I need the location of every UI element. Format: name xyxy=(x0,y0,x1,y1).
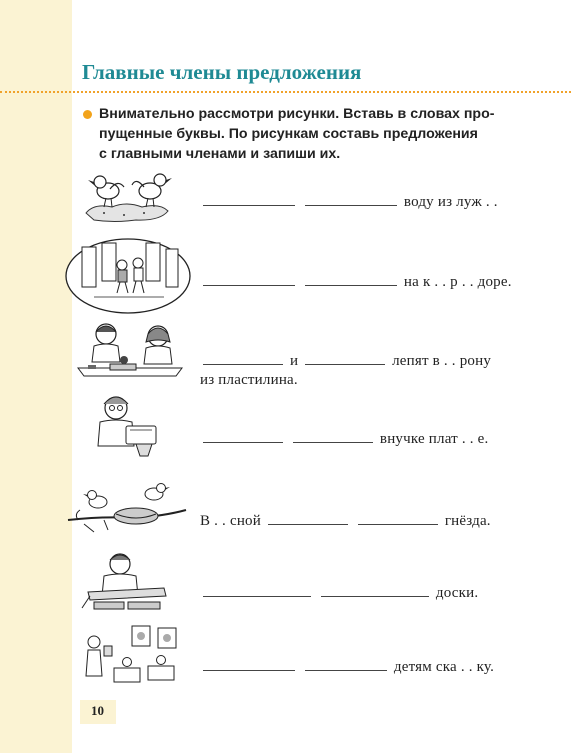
grandmother-sewing-picture xyxy=(64,390,190,460)
sentence-ending: доски. xyxy=(435,585,479,601)
answer-blank[interactable] xyxy=(203,428,283,443)
sentence-ending: воду из луж . . xyxy=(403,194,498,210)
answer-blank[interactable] xyxy=(321,582,429,597)
answer-blank[interactable] xyxy=(305,350,385,365)
sentence-conjunction: и xyxy=(289,353,299,369)
sentence-ending: детям ска . . ку. xyxy=(393,659,495,675)
answer-blank[interactable] xyxy=(305,656,387,671)
sentence-start: В . . сной xyxy=(200,513,261,529)
instruction-line: с главными членами и запиши их. xyxy=(99,146,341,162)
answer-blank[interactable] xyxy=(203,350,283,365)
carpenter-boards-picture xyxy=(64,548,190,616)
answer-blank[interactable] xyxy=(305,191,397,206)
answer-blank[interactable] xyxy=(203,191,295,206)
sentence-ending: на к . . р . . доре. xyxy=(403,274,512,290)
two-birds-puddle-picture xyxy=(64,165,190,225)
sentence-continuation: из пластилина. xyxy=(200,372,298,388)
answer-blank[interactable] xyxy=(268,510,348,525)
answer-blank[interactable] xyxy=(203,271,295,286)
page-number: 10 xyxy=(91,703,104,718)
sentence-ending: гнёзда. xyxy=(444,513,491,529)
answer-blank[interactable] xyxy=(358,510,438,525)
page-margin-strip xyxy=(0,0,72,753)
answer-blank[interactable] xyxy=(203,582,311,597)
answer-blank[interactable] xyxy=(203,656,295,671)
sentence-ending: лепят в . . рону xyxy=(392,353,492,369)
task-instruction xyxy=(99,104,529,164)
instruction-line: пущенные буквы. По рисункам составь предложения xyxy=(99,126,478,142)
page-title: Главные члены предложения xyxy=(82,60,362,84)
sentence-ending: внучке плат . . е. xyxy=(379,431,489,447)
birds-nest-branch-picture xyxy=(64,480,190,536)
dotted-divider xyxy=(0,91,571,93)
answer-blank[interactable] xyxy=(293,428,373,443)
instruction-line: Внимательно рассмотри рисунки. Вставь в словах про- xyxy=(99,106,495,122)
kids-modeling-clay-picture xyxy=(64,318,190,380)
children-corridor-picture xyxy=(64,237,190,315)
answer-blank[interactable] xyxy=(305,271,397,286)
orange-bullet-icon xyxy=(83,110,92,119)
teacher-class-picture xyxy=(64,624,190,692)
